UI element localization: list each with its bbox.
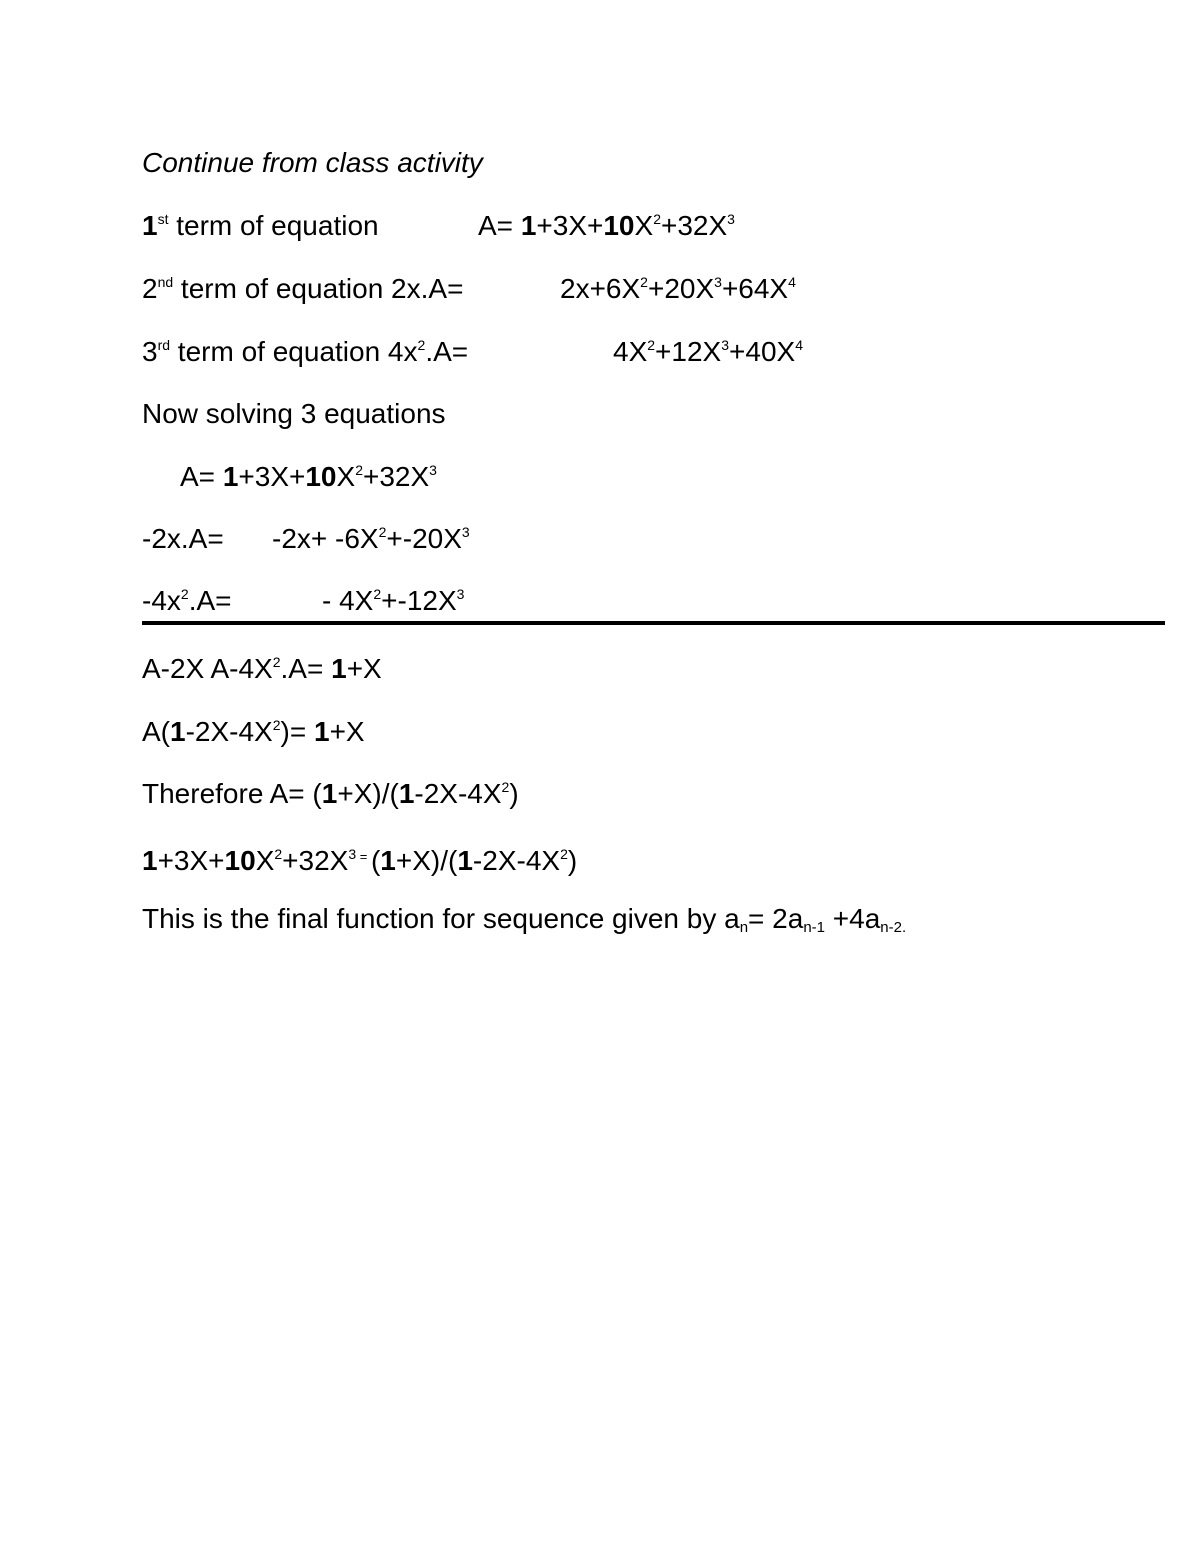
solving-text: Now solving 3 equations [142, 398, 446, 429]
result-line-1 [142, 652, 382, 686]
r1-exp2: 2 [272, 654, 281, 670]
eq1-rhs-c: X [634, 210, 654, 241]
r4-ten: 10 [224, 845, 256, 876]
r2-exp2: 2 [272, 717, 281, 733]
eq2-exp2: 2 [640, 274, 648, 290]
solve-line-1 [180, 460, 437, 494]
r4-g: ) [567, 845, 578, 876]
s3-exp2: 2 [373, 586, 382, 602]
eq1-rhs-10: 10 [603, 210, 635, 241]
eq3-n: 3 [142, 336, 158, 367]
eq3-rd: rd [157, 337, 171, 353]
r3-b: +X)/( [337, 778, 399, 809]
solve-line-3-lhs [142, 584, 232, 618]
eq3-exp4: 4 [795, 337, 803, 353]
eq1-rhs-a: A= [478, 210, 521, 241]
r3-a: Therefore A= ( [142, 778, 322, 809]
r4-exp3: 3 [348, 846, 357, 862]
horizontal-rule [142, 621, 1165, 625]
final-a: This is the final function for sequence given by a [142, 903, 740, 934]
solve-line-2-rhs [272, 522, 470, 556]
s1-exp3: 3 [429, 462, 437, 478]
solve-line-2-lhs: -2x.A= [142, 523, 224, 554]
final-sub-n1: n-1 [803, 919, 825, 936]
s1-b: +3X+ [238, 461, 306, 492]
r3-d: ) [509, 778, 519, 809]
s1-a: A= [180, 461, 223, 492]
r4-exp2: 2 [274, 846, 283, 862]
s2-exp3: 3 [461, 524, 470, 540]
eq1-label: term of equation [168, 210, 379, 241]
s2-b: -2x+ -6X [272, 523, 379, 554]
final-statement [142, 902, 906, 936]
final-c: +4a [825, 903, 881, 934]
s3-exp2a: 2 [180, 586, 189, 602]
heading: Continue from class activity [142, 147, 483, 178]
equation-third-term [142, 335, 468, 369]
s1-one: 1 [222, 461, 239, 492]
result-line-3 [142, 777, 519, 811]
s3-exp3: 3 [456, 586, 465, 602]
eq2-rhs-b: +20X [647, 273, 715, 304]
r3-exp2: 2 [501, 779, 510, 795]
r2-d: +X [329, 716, 365, 747]
eq2-rhs-c: +64X [721, 273, 789, 304]
r1-a: A-2X A-4X [142, 653, 273, 684]
equation-first-term [142, 209, 379, 243]
eq3-exp3: 3 [721, 337, 730, 353]
eq3-label-exp2: 2 [417, 337, 426, 353]
r4-e: +X)/( [395, 845, 458, 876]
r2-a: A( [142, 716, 170, 747]
eq3-rhs-a: 4X [613, 336, 648, 367]
s1-d: +32X [362, 461, 430, 492]
eq1-rhs-b: +3X+ [536, 210, 604, 241]
eq2-exp3: 3 [714, 274, 722, 290]
r1-c: +X [346, 653, 382, 684]
eq2-nd: nd [157, 274, 174, 290]
s3-c: - 4X [322, 585, 374, 616]
eq2-rhs-a: 2x+6X [560, 273, 641, 304]
s1-exp2: 2 [355, 462, 363, 478]
s3-a: -4x [142, 585, 181, 616]
eq2-label: term of equation 2x.A= [173, 273, 464, 304]
final-sub-n2: n-2. [880, 919, 907, 936]
eq1-rhs-d: +32X [660, 210, 728, 241]
eq3-rhs-b: +12X [655, 336, 722, 367]
r4-one3: 1 [457, 845, 473, 876]
final-b: = 2a [748, 903, 804, 934]
eq1-one: 1 [142, 210, 158, 241]
r4-a: +3X+ [157, 845, 225, 876]
eq2-n: 2 [142, 273, 158, 304]
s1-ten: 10 [305, 461, 337, 492]
r4-d: ( [370, 845, 381, 876]
r4-c: +32X [282, 845, 349, 876]
r2-one2: 1 [314, 716, 330, 747]
r3-one: 1 [321, 778, 338, 809]
eq1-rhs-1: 1 [520, 210, 537, 241]
eq1-exp3: 3 [727, 211, 735, 227]
s3-b: .A= [188, 585, 232, 616]
equation-second-rhs [560, 272, 796, 306]
r1-b: .A= [280, 653, 332, 684]
result-line-2 [142, 715, 365, 749]
eq3-exp2: 2 [647, 337, 656, 353]
s2-c: +-20X [386, 523, 462, 554]
solve-line-3-rhs [322, 584, 464, 618]
r4-f: -2X-4X [472, 845, 561, 876]
r2-one: 1 [170, 716, 186, 747]
r4-equals: = [356, 849, 371, 864]
r3-c: -2X-4X [414, 778, 502, 809]
equation-second-term [142, 272, 463, 306]
r4-one: 1 [142, 845, 158, 876]
eq1-exp2: 2 [653, 211, 661, 227]
s3-d: +-12X [381, 585, 457, 616]
r2-b: -2X-4X [185, 716, 273, 747]
equation-third-rhs [613, 335, 803, 369]
r4-exp2b: 2 [560, 846, 568, 862]
eq3-rhs-c: +40X [729, 336, 796, 367]
s2-exp2: 2 [378, 524, 387, 540]
r4-one2: 1 [380, 845, 396, 876]
eq2-exp4: 4 [788, 274, 796, 290]
eq3-label: term of equation 4x [170, 336, 418, 367]
final-sub-n: n [739, 919, 749, 936]
s1-c: X [336, 461, 356, 492]
r2-c: )= [280, 716, 314, 747]
r4-b: X [255, 845, 275, 876]
eq1-st: st [157, 211, 169, 227]
equation-first-rhs [478, 209, 735, 243]
result-line-4 [142, 840, 577, 878]
r3-one2: 1 [398, 778, 415, 809]
eq3-label2: .A= [425, 336, 469, 367]
r1-one: 1 [331, 653, 347, 684]
